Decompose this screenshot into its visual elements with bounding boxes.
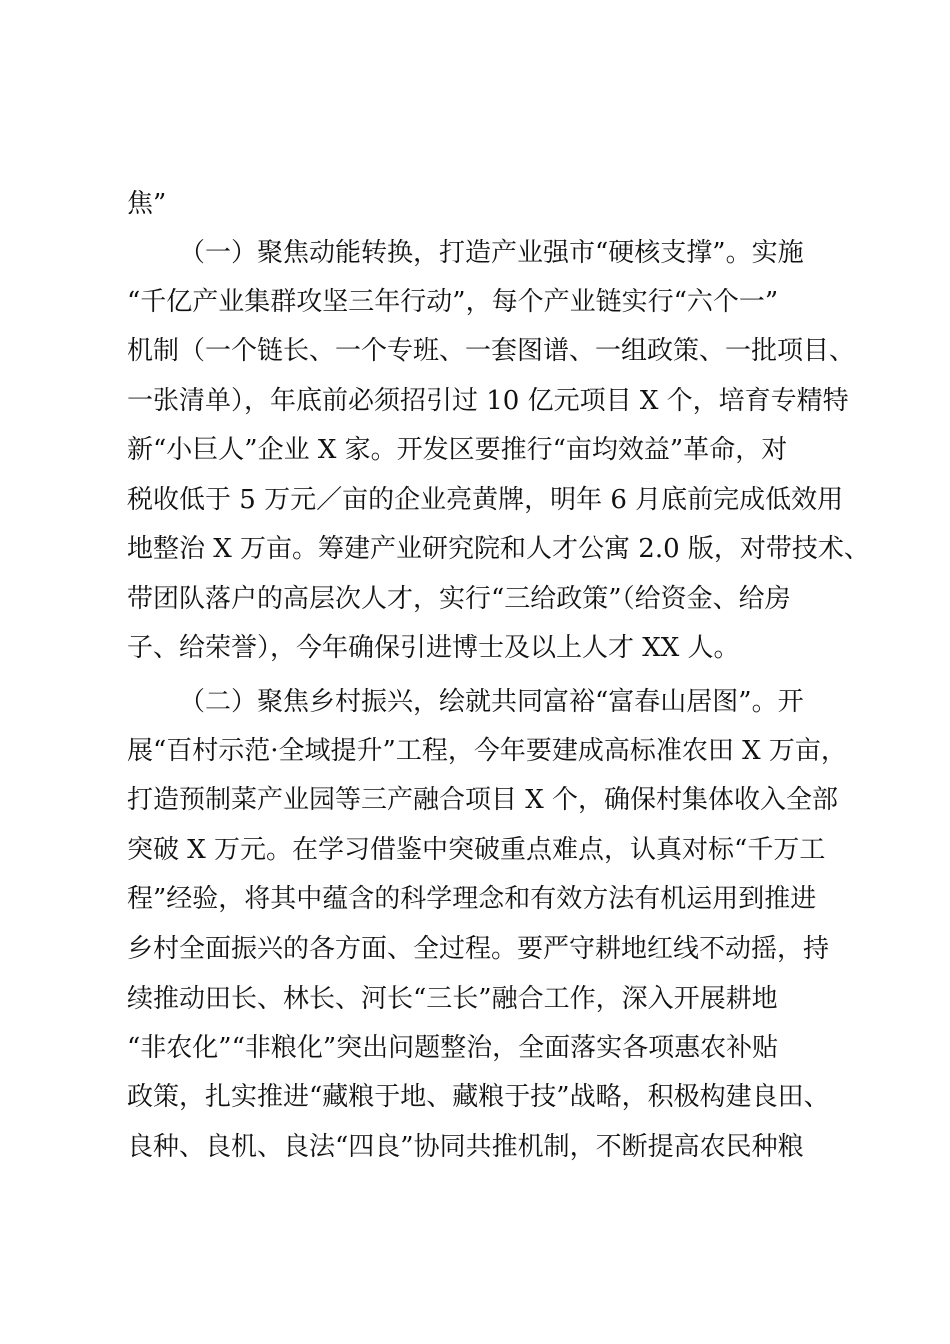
section-heading-line: （二）聚焦乡村振兴，绘就共同富裕“富春山居图”。开 bbox=[179, 687, 804, 717]
text-line: 程”经验，将其中蕴含的科学理念和有效方法有机运用到推进 bbox=[127, 884, 817, 914]
text-line: 一张清单），年底前必须招引过 10 亿元项目 X 个，培育专精特 bbox=[127, 386, 849, 416]
text-line: 突破 X 万元。在学习借鉴中突破重点难点，认真对标“千万工 bbox=[127, 835, 826, 865]
text-line: “非农化”“非粮化”突出问题整治，全面落实各项惠农补贴 bbox=[127, 1033, 779, 1063]
text-line: 带团队落户的高层次人才，实行“三给政策”（给资金、给房 bbox=[127, 584, 791, 614]
text-line: 地整治 X 万亩。筹建产业研究院和人才公寓 2.0 版，对带技术、 bbox=[127, 534, 870, 564]
text-line: 良种、良机、良法“四良”协同共推机制，不断提高农民种粮 bbox=[127, 1132, 804, 1162]
section-heading-line: （一）聚焦动能转换，打造产业强市“硬核支撑”。实施 bbox=[179, 238, 804, 268]
text-line: 新“小巨人”企业 X 家。开发区要推行“亩均效益”革命，对 bbox=[127, 435, 788, 465]
text-line: 子、给荣誉），今年确保引进博士及以上人才 XX 人。 bbox=[127, 633, 740, 663]
text-line: 打造预制菜产业园等三产融合项目 X 个，确保村集体收入全部 bbox=[127, 785, 839, 815]
text-line: 政策，扎实推进“藏粮于地、藏粮于技”战略，积极构建良田、 bbox=[127, 1082, 830, 1112]
text-line: “千亿产业集群攻坚三年行动”，每个产业链实行“六个一” bbox=[127, 287, 779, 317]
text-line: 焦” bbox=[127, 189, 167, 219]
text-line: 税收低于 5 万元／亩的企业亮黄牌，明年 6 月底前完成低效用 bbox=[127, 485, 844, 515]
text-line: 展“百村示范·全域提升”工程，今年要建成高标准农田 X 万亩， bbox=[127, 736, 847, 766]
text-line: 乡村全面振兴的各方面、全过程。要严守耕地红线不动摇，持 bbox=[127, 934, 830, 964]
text-line: 机制（一个链长、一个专班、一套图谱、一组政策、一批项目、 bbox=[127, 336, 856, 366]
text-line: 续推动田长、林长、河长“三长”融合工作，深入开展耕地 bbox=[127, 984, 778, 1014]
